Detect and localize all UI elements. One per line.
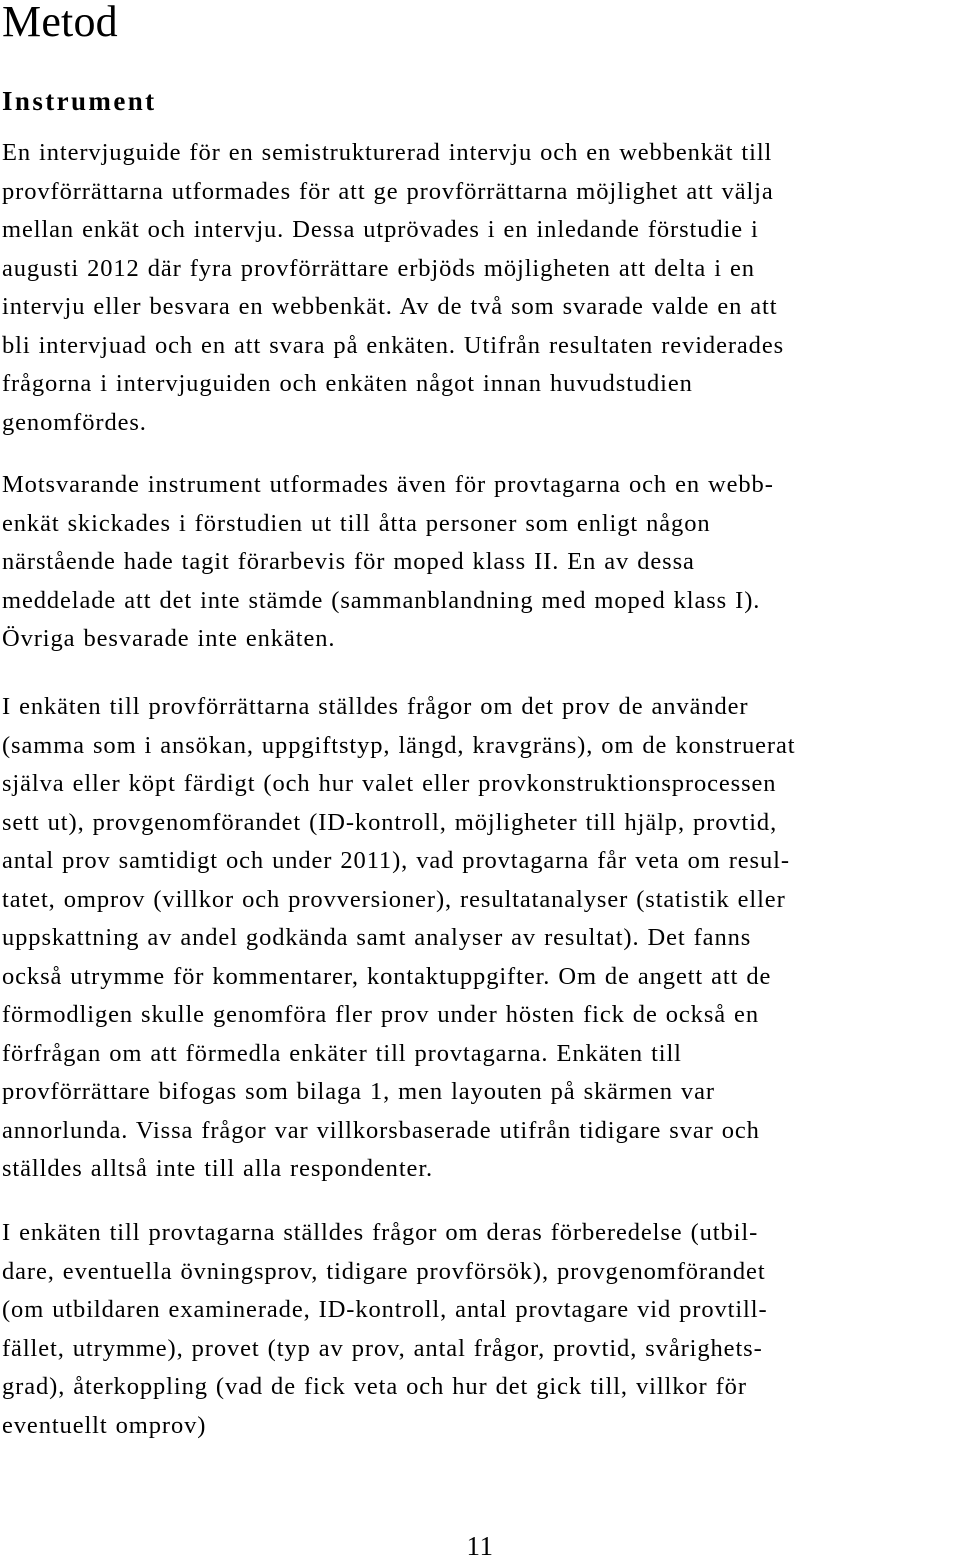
text-line: tatet, omprov (villkor och provversioner), resultatanalyser (statistik eller — [2, 885, 786, 913]
text-line: sett ut), provgenomförandet (ID-kontroll, möjligheter till hjälp, provtid, — [2, 808, 778, 836]
text-line: dare, eventuella övningsprov, tidigare provförsök), provgenomförandet — [2, 1257, 766, 1285]
text-line: mellan enkät och intervju. Dessa utprövades i en inledande förstudie i — [2, 216, 759, 243]
text-line: annorlunda. Vissa frågor var villkorsbaserade utifrån tidigare svar och — [2, 1116, 760, 1144]
section-heading: Instrument — [2, 86, 157, 116]
text-line: fället, utrymme), provet (typ av prov, antal frågor, provtid, svårighets- — [2, 1334, 763, 1362]
paragraph-enkat-provtagare — [2, 1214, 942, 1445]
paragraph-enkat-provforrattare — [2, 688, 942, 1189]
text-line: meddelade att det inte stämde (sammanblandning med moped klass I). — [2, 586, 761, 614]
text-line: förfrågan om att förmedla enkäter till provtagarna. Enkäten till — [2, 1039, 682, 1067]
text-line: själva eller köpt färdigt (och hur valet eller provkonstruktionsprocessen — [2, 770, 777, 797]
text-line: genomfördes. — [2, 408, 147, 436]
text-line: provförrättare bifogas som bilaga 1, men layouten på skärmen var — [2, 1078, 715, 1105]
text-line: I enkäten till provförrättarna ställdes frågor om det prov de använder — [2, 693, 749, 720]
page-number: 11 — [466, 1531, 494, 1561]
paragraph-provtagare-instrument — [2, 466, 942, 659]
text-line: (samma som i ansökan, uppgiftstyp, längd, kravgräns), om de konstruerat — [2, 731, 796, 759]
text-line: I enkäten till provtagarna ställdes frågor om deras förberedelse (utbil- — [2, 1219, 759, 1246]
text-line: grad), återkoppling (vad de fick veta och hur det gick till, villkor för — [2, 1373, 747, 1400]
text-line: eventuellt omprov) — [2, 1411, 207, 1439]
text-line: frågorna i intervjuguiden och enkäten något innan huvudstudien — [2, 370, 693, 397]
text-line: också utrymme för kommentarer, kontaktuppgifter. Om de angett att de — [2, 962, 772, 990]
text-line: intervju eller besvara en webbenkät. Av de två som svarade valde en att — [2, 293, 778, 320]
text-line: närstående hade tagit förarbevis för moped klass II. En av dessa — [2, 548, 695, 575]
text-line: En intervjuguide för en semistrukturerad intervju och en webbenkät till — [2, 139, 773, 166]
text-line: augusti 2012 där fyra provförrättare erbjöds möjligheten att delta i en — [2, 254, 755, 282]
text-line: (om utbildaren examinerade, ID-kontroll, antal provtagare vid provtill- — [2, 1296, 768, 1323]
text-line: enkät skickades i förstudien ut till åtta personer som enligt någon — [2, 509, 711, 537]
page-title: Metod — [2, 0, 118, 46]
text-line: ställdes alltså inte till alla respondenter. — [2, 1155, 434, 1182]
paragraph-intervjuguide — [2, 134, 942, 442]
text-line: förmodligen skulle genomföra fler prov under hösten fick de också en — [2, 1001, 759, 1028]
text-line: bli intervjuad och en att svara på enkäten. Utifrån resultaten reviderades — [2, 331, 785, 359]
text-line: Motsvarande instrument utformades även för provtagarna och en webb- — [2, 471, 774, 498]
text-line: Övriga besvarade inte enkäten. — [2, 625, 336, 652]
text-line: provförrättarna utformades för att ge provförrättarna möjlighet att välja — [2, 177, 774, 205]
text-line: uppskattning av andel godkända samt analyser av resultat). Det fanns — [2, 924, 752, 951]
text-line: antal prov samtidigt och under 2011), vad provtagarna får veta om resul- — [2, 847, 790, 874]
